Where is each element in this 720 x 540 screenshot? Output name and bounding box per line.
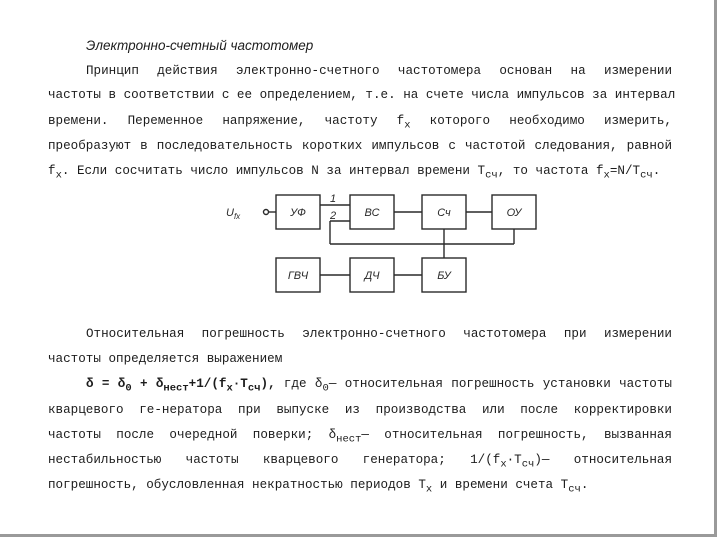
input-terminal bbox=[264, 210, 269, 215]
para1-line2: частоты в соответствии с ее определением, т.е. на счете числа импульсов за интервал bbox=[48, 88, 676, 102]
block-diagram bbox=[222, 190, 542, 310]
para1-line5: $f_x$. Если сосчитать число импульсов N за интервал времени $T_{сч}$, то частота $f_x=N/T_{сч}$. bbox=[48, 164, 661, 182]
block-sch-label: Сч bbox=[437, 207, 451, 219]
block-ou-label: ОУ bbox=[506, 207, 522, 219]
block-uf-label: УФ bbox=[290, 207, 306, 219]
para2-line1: Относительная погрешность электронно-счетного частотомера при измерении bbox=[86, 327, 672, 341]
para2-line4: кварцевого ге-нератора при выпуске из производства или после корректировки bbox=[48, 403, 672, 417]
para1-line3: времени. Переменное напряжение, частоту $f_x$ которого необходимо измерить, bbox=[48, 114, 672, 132]
wire-2-label: 2 bbox=[330, 210, 337, 222]
para2-line3: $\delta = \delta_0 + \delta_{нест}+1/(f_x\cdot T_{сч})$, где $\delta_0—$ относительная погрешность установки частоты bbox=[86, 377, 672, 395]
block-dch-label: ДЧ bbox=[364, 270, 380, 282]
para1-line1: Принцип действия электронно-счетного частотомера основан на измерении bbox=[86, 64, 672, 78]
block-bu-label: БУ bbox=[437, 270, 451, 282]
para1-line4: преобразуют в последовательность коротких импульсов с частотой следования, равной bbox=[48, 139, 672, 153]
input-label: $U_{fx}$ bbox=[226, 207, 241, 221]
para2-line2: частоты определяется выражением bbox=[48, 352, 283, 366]
wire-1-label: 1 bbox=[330, 193, 337, 205]
block-gvch-label: ГВЧ bbox=[287, 270, 309, 282]
para2-line5: частоты после очередной поверки; $\delta_{нест}—$ относительная погрешность, вызванная bbox=[48, 428, 672, 446]
para2-line7: погрешность, обусловленная некратностью периодов $T_x$ и времени счета $T_{сч}$. bbox=[48, 478, 589, 496]
para2-line6: нестабильностью частоты кварцевого генератора; $1/(f_x\cdot T_{сч})—$ относительная bbox=[48, 453, 672, 471]
document-title: Электронно-счетный частотомер bbox=[86, 38, 314, 53]
block-vs-label: ВС bbox=[364, 207, 380, 219]
